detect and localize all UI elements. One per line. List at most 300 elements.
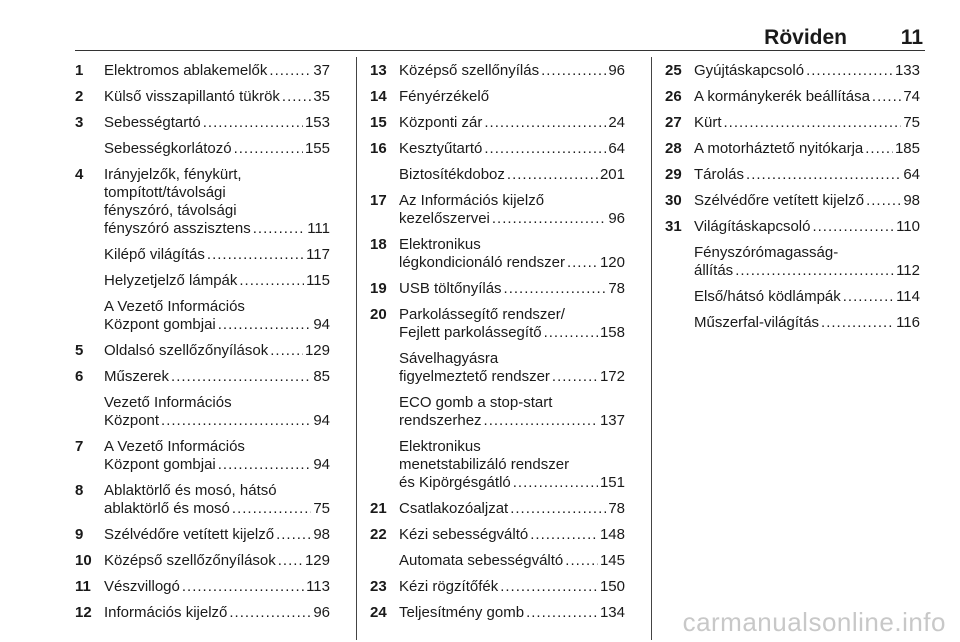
entry-text: légkondicionáló rendszer (399, 254, 565, 271)
entry-number: 27 (665, 114, 682, 131)
entry-content (694, 88, 920, 106)
index-entry (665, 314, 920, 332)
entry-content (399, 552, 625, 570)
entry-number: 17 (370, 192, 387, 209)
entry-number: 5 (75, 342, 84, 359)
entry-page-ref[interactable]: 113 (306, 578, 330, 595)
entry-page-ref[interactable]: 201 (599, 166, 625, 183)
entry-page-ref[interactable]: 148 (599, 526, 625, 543)
entry-text: Szélvédőre vetített kijelző (694, 192, 865, 209)
entry-last-line (104, 62, 330, 80)
entry-content (694, 314, 920, 332)
entry-last-line (399, 210, 625, 228)
entry-text: Oldalsó szellőzőnyílások (104, 342, 269, 359)
entry-number: 16 (370, 140, 387, 157)
entry-page-ref[interactable]: 112 (896, 262, 920, 279)
entry-content (694, 192, 920, 210)
index-entry (75, 342, 330, 360)
entry-content (104, 578, 330, 596)
entry-last-line (104, 316, 330, 334)
leader-dots (541, 62, 606, 80)
entry-content (694, 244, 920, 280)
page-number: 11 (900, 26, 923, 49)
entry-page-ref[interactable]: 129 (304, 552, 330, 569)
leader-dots (806, 62, 893, 80)
index-entry (665, 88, 920, 106)
entry-text: A motorháztető nyitókarja (694, 140, 864, 157)
leader-dots (282, 88, 311, 106)
leader-dots (746, 166, 901, 184)
leader-dots (278, 552, 303, 570)
entry-last-line (104, 368, 330, 386)
entry-text: Teljesítmény gomb (399, 604, 525, 621)
entry-page-ref[interactable]: 96 (608, 210, 625, 227)
entry-last-line (399, 500, 625, 518)
entry-page-ref[interactable]: 111 (307, 220, 330, 237)
entry-last-line (694, 314, 920, 332)
entry-page-ref[interactable]: 94 (313, 412, 330, 429)
entry-text: Vezető Információs (104, 394, 232, 411)
entry-content (104, 88, 330, 106)
entry-content (399, 236, 625, 272)
entry-number: 23 (370, 578, 387, 595)
index-entry (370, 438, 625, 492)
index-entry (75, 246, 330, 264)
entry-content (694, 114, 920, 132)
index-entry (370, 280, 625, 298)
leader-dots (269, 62, 311, 80)
leader-dots (872, 88, 901, 106)
entry-number: 13 (370, 62, 387, 79)
leader-dots (504, 280, 607, 298)
entry-last-line (104, 604, 330, 622)
leader-dots (484, 140, 606, 158)
index-entry (75, 438, 330, 474)
index-entry (370, 306, 625, 342)
entry-content (104, 246, 330, 264)
entry-page-ref[interactable]: 153 (304, 114, 330, 131)
entry-content (104, 552, 330, 570)
entry-content (399, 526, 625, 544)
entry-number: 11 (75, 578, 91, 595)
entry-number: 30 (665, 192, 682, 209)
index-entry (370, 192, 625, 228)
entry-text: Csatlakozóaljzat (399, 500, 509, 517)
entry-content (399, 192, 625, 228)
entry-number: 10 (75, 552, 92, 569)
entry-last-line (104, 272, 330, 290)
entry-last-line (399, 140, 625, 158)
entry-text: Világításkapcsoló (694, 218, 811, 235)
entry-number: 8 (75, 482, 84, 499)
entry-page-ref[interactable]: 24 (608, 114, 625, 131)
watermark: carmanualsonline.info (682, 607, 946, 637)
entry-content (694, 288, 920, 306)
index-entry (665, 192, 920, 210)
entry-content (104, 482, 330, 518)
index-entry (665, 288, 920, 306)
index-entry (370, 578, 625, 596)
leader-dots (234, 140, 303, 158)
leader-dots (513, 474, 598, 492)
leader-dots (500, 578, 598, 596)
entry-page-ref[interactable]: 137 (599, 412, 625, 429)
entry-content (104, 604, 330, 622)
entry-content (104, 114, 330, 132)
entry-last-line (399, 166, 625, 184)
entry-text: Vészvillogó (104, 578, 180, 595)
entry-text: és Kipörgésgátló (399, 474, 511, 491)
entry-page-ref[interactable]: 94 (313, 316, 330, 333)
index-entry (665, 166, 920, 184)
entry-number: 2 (75, 88, 84, 105)
index-entry (665, 140, 920, 158)
entry-page-ref[interactable]: 145 (599, 552, 625, 569)
entry-last-line (399, 578, 625, 596)
entry-text: Az Információs kijelző (399, 192, 545, 209)
entry-text: Elektronikus (399, 236, 481, 253)
entry-text: A kormánykerék beállítása (694, 88, 870, 105)
entry-page-ref[interactable]: 64 (608, 140, 625, 157)
entry-text: Sebességkorlátozó (104, 140, 232, 157)
entry-number: 26 (665, 88, 682, 105)
entry-page-ref[interactable]: 151 (599, 474, 625, 491)
entry-content (399, 166, 625, 184)
leader-dots (735, 262, 894, 280)
entry-number: 20 (370, 306, 387, 323)
entry-page-ref[interactable]: 185 (894, 140, 920, 157)
entry-text: Központ (104, 412, 160, 429)
entry-page-ref[interactable]: 150 (599, 578, 625, 595)
leader-dots (276, 526, 311, 544)
index-entry (75, 604, 330, 622)
entry-number (75, 298, 104, 334)
entry-number: 4 (75, 166, 84, 183)
entry-text: Irányjelzők, fénykürt, (104, 166, 242, 183)
entry-number: 6 (75, 368, 84, 385)
entry-page-ref[interactable]: 85 (313, 368, 330, 385)
entry-page-ref[interactable]: 115 (306, 272, 330, 289)
column-divider (356, 57, 357, 640)
entry-last-line (694, 88, 920, 106)
entry-content (104, 368, 330, 386)
index-entry (370, 526, 625, 544)
entry-last-line (104, 526, 330, 544)
entry-content (104, 62, 330, 80)
entry-last-line (694, 288, 920, 306)
leader-dots (821, 314, 894, 332)
entry-text: Tárolás (694, 166, 745, 183)
entry-last-line (399, 368, 625, 386)
entry-content (104, 298, 330, 334)
entry-number (75, 272, 104, 290)
entry-text: Kilépő világítás (104, 246, 205, 263)
entry-number: 18 (370, 236, 387, 253)
entry-number (75, 394, 104, 430)
index-entry (75, 298, 330, 334)
index-entry (370, 166, 625, 184)
entry-text: Központi zár (399, 114, 483, 131)
entry-text: Központ gombjai (104, 316, 216, 333)
entry-content (399, 140, 625, 158)
entry-content (399, 280, 625, 298)
entry-page-ref[interactable]: 96 (313, 604, 330, 621)
index-entry (665, 62, 920, 80)
entry-text: Elektromos ablakemelők (104, 62, 268, 79)
entry-number (665, 288, 694, 306)
entry-page-ref[interactable]: 134 (599, 604, 625, 621)
entry-number: 15 (370, 114, 387, 131)
entry-text: állítás (694, 262, 734, 279)
entry-page-ref[interactable]: 75 (903, 114, 920, 131)
index-entry (665, 218, 920, 236)
entry-number: 19 (370, 280, 387, 297)
index-entry (665, 244, 920, 280)
entry-page-ref[interactable]: 172 (599, 368, 625, 385)
leader-dots (270, 342, 303, 360)
entry-number: 25 (665, 62, 682, 79)
entry-content (104, 438, 330, 474)
entry-content (694, 140, 920, 158)
entry-text: tompított/távolsági (104, 184, 226, 201)
entry-text: ECO gomb a stop-start (399, 394, 553, 411)
leader-dots (253, 220, 305, 238)
entry-content (104, 166, 330, 238)
entry-text: Első/hátsó ködlámpák (694, 288, 841, 305)
entry-last-line (104, 88, 330, 106)
leader-dots (552, 368, 598, 386)
leader-dots (492, 210, 606, 228)
entry-content (399, 604, 625, 622)
entry-last-line (694, 140, 920, 158)
entry-text: Műszerek (104, 368, 170, 385)
entry-page-ref[interactable]: 129 (304, 342, 330, 359)
entry-number: 21 (370, 500, 387, 517)
page-header (75, 0, 925, 51)
entry-number (370, 438, 399, 492)
entry-number: 9 (75, 526, 84, 543)
leader-dots (171, 368, 311, 386)
index-entry (370, 394, 625, 430)
entry-last-line (694, 262, 920, 280)
entry-last-line (104, 456, 330, 474)
leader-dots (866, 192, 901, 210)
entry-content (104, 342, 330, 360)
entry-page-ref[interactable]: 110 (896, 218, 920, 235)
entry-number: 28 (665, 140, 682, 157)
entry-text: Ablaktörlő és mosó, hátsó (104, 482, 277, 499)
entry-text: Fényérzékelő (399, 88, 490, 105)
entry-last-line (694, 62, 920, 80)
entry-number: 24 (370, 604, 387, 621)
entry-number (665, 314, 694, 332)
entry-number: 22 (370, 526, 387, 543)
leader-dots (544, 324, 598, 342)
entry-text: Szélvédőre vetített kijelző (104, 526, 275, 543)
entry-page-ref[interactable]: 158 (599, 324, 625, 341)
entry-text: Középső szellőnyílás (399, 62, 540, 79)
entry-last-line (694, 218, 920, 236)
entry-number: 3 (75, 114, 84, 131)
entry-page-ref[interactable]: 98 (903, 192, 920, 209)
leader-dots (239, 272, 304, 290)
leader-dots (484, 412, 598, 430)
entry-page-ref[interactable]: 94 (313, 456, 330, 473)
entry-number (370, 394, 399, 430)
entry-page-ref[interactable]: 133 (894, 62, 920, 79)
leader-dots (843, 288, 894, 306)
index-entry (370, 236, 625, 272)
entry-text: Gyújtáskapcsoló (694, 62, 805, 79)
entry-last-line (104, 114, 330, 132)
entry-page-ref[interactable]: 64 (903, 166, 920, 183)
entry-text: Külső visszapillantó tükrök (104, 88, 280, 105)
entry-content (399, 578, 625, 596)
index-entry (370, 140, 625, 158)
index-entry (75, 394, 330, 430)
entry-content (104, 526, 330, 544)
entry-last-line (399, 526, 625, 544)
entry-number: 14 (370, 88, 387, 105)
index-entry (370, 88, 625, 106)
entry-content (399, 114, 625, 132)
entry-text: Középső szellőzőnyílások (104, 552, 276, 569)
index-entry (75, 552, 330, 570)
entry-page-ref[interactable]: 78 (608, 280, 625, 297)
entry-text: Információs kijelző (104, 604, 228, 621)
entry-text: USB töltőnyílás (399, 280, 502, 297)
entry-page-ref[interactable]: 155 (304, 140, 330, 157)
entry-last-line (104, 552, 330, 570)
leader-dots (484, 114, 606, 132)
entry-page-ref[interactable]: 78 (608, 500, 625, 517)
index-column-3 (665, 62, 920, 340)
leader-dots (565, 552, 598, 570)
leader-dots (567, 254, 598, 272)
entry-content (104, 394, 330, 430)
leader-dots (526, 604, 598, 622)
index-entry (370, 62, 625, 80)
leader-dots (510, 500, 606, 518)
entry-last-line (104, 140, 330, 158)
entry-number: 12 (75, 604, 92, 621)
index-entry (370, 114, 625, 132)
entry-content (104, 140, 330, 158)
entry-last-line (399, 552, 625, 570)
entry-page-ref[interactable]: 75 (313, 500, 330, 517)
entry-text: Helyzetjelző lámpák (104, 272, 238, 289)
entry-last-line (399, 604, 625, 622)
entry-text: rendszerhez (399, 412, 482, 429)
entry-last-line (399, 62, 625, 80)
leader-dots (229, 604, 311, 622)
leader-dots (865, 140, 893, 158)
index-entry (75, 578, 330, 596)
entry-text: Kézi sebességváltó (399, 526, 529, 543)
entry-text: menetstabilizáló rendszer (399, 456, 570, 473)
section-title: Röviden (764, 26, 847, 49)
entry-text: Parkolássegítő rendszer/ (399, 306, 565, 323)
entry-text: Kézi rögzítőfék (399, 578, 499, 595)
entry-number (370, 350, 399, 386)
entry-page-ref[interactable]: 117 (306, 246, 330, 263)
entry-text: Biztosítékdoboz (399, 166, 505, 183)
entry-number (75, 140, 104, 158)
entry-page-ref[interactable]: 114 (896, 288, 920, 305)
entry-content (399, 306, 625, 342)
index-entry (665, 114, 920, 132)
entry-text: A Vezető Információs (104, 298, 245, 315)
leader-dots (218, 456, 312, 474)
entry-last-line (399, 412, 625, 430)
index-entry (75, 482, 330, 518)
entry-last-line (104, 578, 330, 596)
entry-text: Kürt (694, 114, 722, 131)
entry-last-line (694, 192, 920, 210)
column-divider (651, 57, 652, 640)
entry-content (399, 62, 625, 80)
entry-page-ref[interactable]: 98 (313, 526, 330, 543)
entry-last-line (399, 324, 625, 342)
entry-number: 1 (75, 62, 84, 79)
entry-last-line (399, 254, 625, 272)
leader-dots (812, 218, 894, 236)
entry-text: fényszóró, távolsági (104, 202, 237, 219)
entry-text: Automata sebességváltó (399, 552, 564, 569)
leader-dots (530, 526, 598, 544)
entry-page-ref[interactable]: 116 (896, 314, 920, 331)
entry-number (370, 166, 399, 184)
leader-dots (232, 500, 311, 518)
entry-last-line (104, 412, 330, 430)
index-entry (370, 552, 625, 570)
entry-text: Sávelhagyásra (399, 350, 499, 367)
entry-text: A Vezető Információs (104, 438, 245, 455)
entry-page-ref[interactable]: 120 (599, 254, 625, 271)
index-entry (75, 368, 330, 386)
entry-content (399, 394, 625, 430)
entry-page-ref[interactable]: 74 (903, 88, 920, 105)
entry-page-ref[interactable]: 96 (608, 62, 625, 79)
entry-last-line (399, 474, 625, 492)
entry-content (694, 218, 920, 236)
index-entry (75, 114, 330, 132)
entry-number (75, 246, 104, 264)
index-column-1 (75, 62, 330, 630)
entry-page-ref[interactable]: 37 (313, 62, 330, 79)
entry-last-line (399, 280, 625, 298)
entry-number: 7 (75, 438, 84, 455)
entry-content (399, 438, 625, 492)
entry-page-ref[interactable]: 35 (313, 88, 330, 105)
entry-last-line (104, 342, 330, 360)
entry-content (399, 500, 625, 518)
entry-text: kezelőszervei (399, 210, 490, 227)
entry-last-line (104, 220, 330, 238)
entry-text: Központ gombjai (104, 456, 216, 473)
entry-content (694, 62, 920, 80)
leader-dots (724, 114, 902, 132)
entry-last-line (694, 114, 920, 132)
entry-text: figyelmeztető rendszer (399, 368, 550, 385)
leader-dots (203, 114, 303, 132)
entry-number: 29 (665, 166, 682, 183)
leader-dots (161, 412, 311, 430)
entry-text: Elektronikus (399, 438, 481, 455)
index-entry (75, 526, 330, 544)
index-entry (75, 88, 330, 106)
leader-dots (182, 578, 304, 596)
